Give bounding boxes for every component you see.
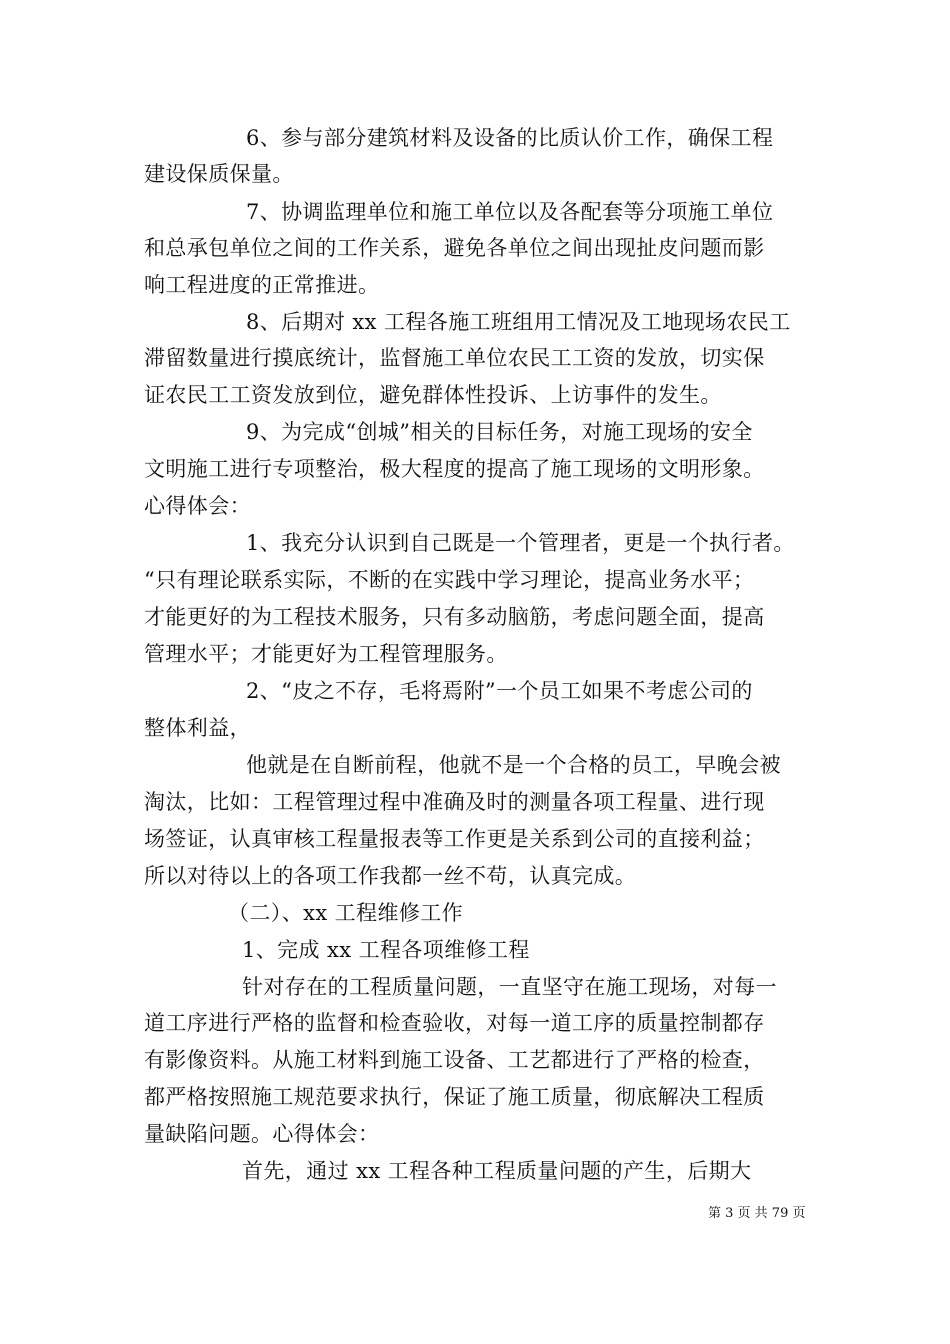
text-line: 文明施工进行专项整治，极大程度的提高了施工现场的文明形象。: [144, 457, 765, 481]
text-line: 心得体会：: [144, 494, 251, 518]
text-line: 有影像资料。从施工材料到施工设备、工艺都进行了严格的检查，: [144, 1048, 765, 1072]
text-line: 滞留数量进行摸底统计，监督施工单位农民工工资的发放，切实保: [144, 346, 765, 370]
text-line: 响工程进度的正常推进。: [144, 273, 380, 297]
page-number-footer: 第 3 页 共 79 页: [708, 1206, 806, 1221]
text-line: 和总承包单位之间的工作关系，避免各单位之间出现扯皮问题而影: [144, 236, 765, 260]
text-line: 证农民工工资发放到位，避免群体性投诉、上访事件的发生。: [144, 383, 722, 407]
text-line: 才能更好的为工程技术服务，只有多动脑筋，考虑问题全面，提高: [144, 605, 765, 629]
text-line: 7、协调监理单位和施工单位以及各配套等分项施工单位: [246, 200, 774, 224]
text-line: 9、为完成“创城”相关的目标任务，对施工现场的安全: [246, 420, 753, 444]
text-line: 都严格按照施工规范要求执行，保证了施工质量，彻底解决工程质: [144, 1085, 765, 1109]
text-line: 针对存在的工程质量问题，一直坚守在施工现场，对每一: [242, 975, 777, 999]
text-line: 淘汰，比如：工程管理过程中准确及时的测量各项工程量、进行现: [144, 790, 765, 814]
text-line: 1、我充分认识到自己既是一个管理者，更是一个执行者。: [246, 531, 795, 555]
text-line: 整体利益，: [144, 716, 251, 740]
text-line: 场签证，认真审核工程量报表等工作更是关系到公司的直接利益；: [144, 827, 765, 851]
subsection-heading: 1、完成 xx 工程各项维修工程: [242, 938, 530, 962]
text-line: 道工序进行严格的监督和检查验收，对每一道工序的质量控制都存: [144, 1011, 765, 1035]
text-line: 首先，通过 xx 工程各种工程质量问题的产生，后期大: [242, 1159, 752, 1183]
text-line: 6、参与部分建筑材料及设备的比质认价工作，确保工程: [246, 126, 774, 150]
text-line: “只有理论联系实际，不断的在实践中学习理论，提高业务水平；: [144, 568, 755, 592]
text-line: 2、“皮之不存，毛将焉附”一个员工如果不考虑公司的: [246, 679, 753, 703]
section-heading: （二）、xx 工程维修工作: [228, 901, 464, 925]
text-line: 量缺陷问题。心得体会：: [144, 1122, 380, 1146]
text-line: 所以对待以上的各项工作我都一丝不苟，认真完成。: [144, 864, 637, 888]
text-line: 建设保质保量。: [144, 162, 294, 186]
text-line: 管理水平；才能更好为工程管理服务。: [144, 642, 508, 666]
text-line: 8、后期对 xx 工程各施工班组用工情况及工地现场农民工: [246, 310, 791, 334]
text-line: 他就是在自断前程，他就不是一个合格的员工，早晚会被: [246, 753, 781, 777]
